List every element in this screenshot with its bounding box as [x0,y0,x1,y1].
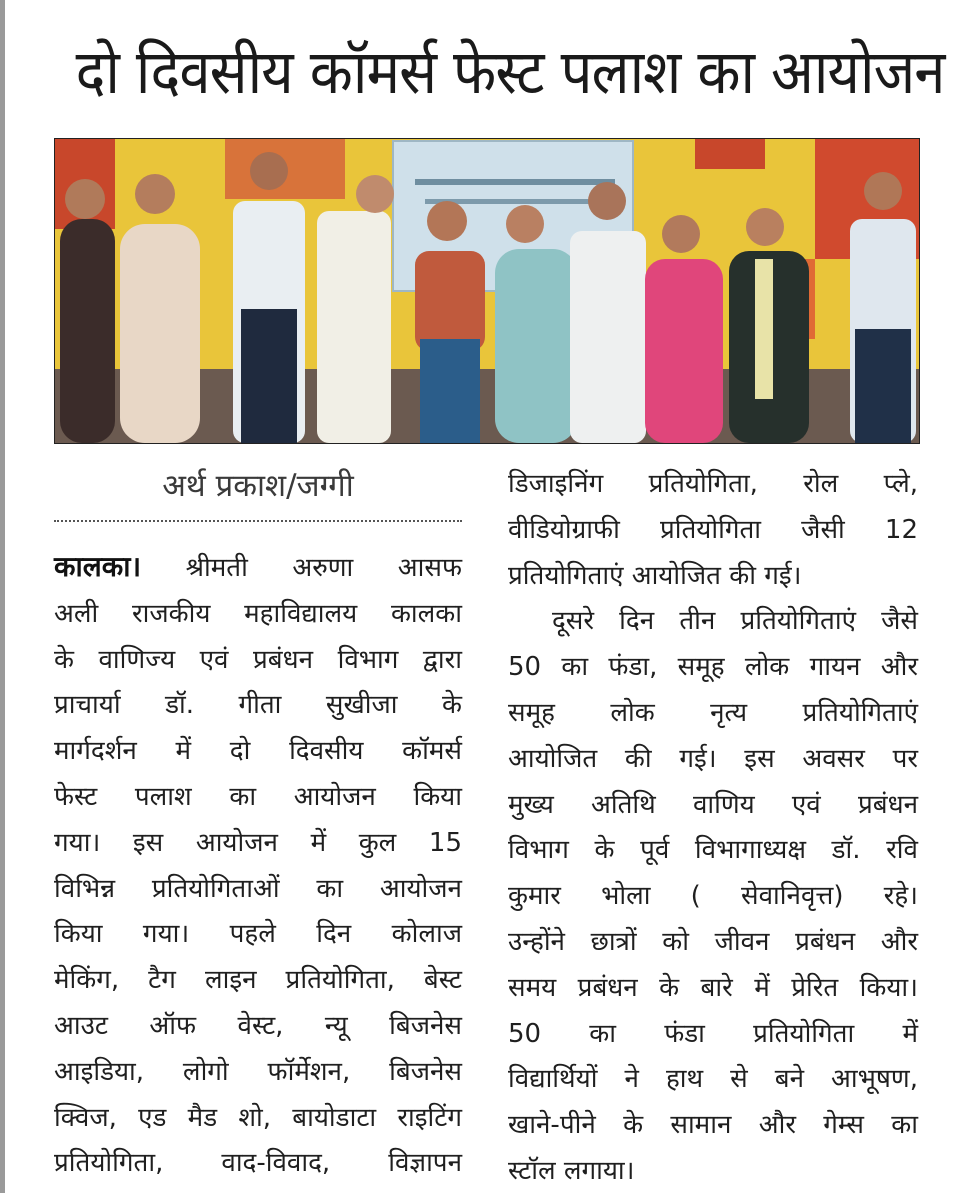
article-line: मेकिंग, टैग लाइन प्रतियोगिता, बेस्ट [54,965,462,996]
article-line: मुख्य अतिथि वाणिय एवं प्रबंधन [508,789,918,820]
article-line: फेस्ट पलाश का आयोजन किया [54,781,462,812]
article-line: विभाग के पूर्व विभागाध्यक्ष डॉ. रवि [508,835,918,866]
article-line: प्रतियोगिताएं आयोजित की गई। [508,560,802,591]
article-line: के वाणिज्य एवं प्रबंधन विभाग द्वारा [54,644,462,675]
article-line: खाने-पीने के सामान और गेम्स का [508,1110,918,1141]
dateline: कालका। [54,550,142,583]
article-line: अली राजकीय महाविद्यालय कालका [54,598,462,629]
article-line: आइडिया, लोगो फॉर्मेशन, बिजनेस [54,1056,462,1087]
article-line: विद्यार्थियों ने हाथ से बने आभूषण, [508,1064,918,1095]
article-line: वीडियोग्राफी प्रतियोगिता जैसी 12 [508,514,918,545]
page-edge-rule [0,0,5,1193]
article-headline: दो दिवसीय कॉमर्स फेस्ट पलाश का आयोजन [75,37,945,108]
article-line: समूह लोक नृत्य प्रतियोगिताएं [508,697,918,728]
article-line: कालका। श्रीमती अरुणा आसफ [54,550,462,583]
article-line: आउट ऑफ वेस्ट, न्यू बिजनेस [54,1010,462,1041]
article-line: 50 का फंडा, समूह लोक गायन और [508,652,918,683]
article-line: मार्गदर्शन में दो दिवसीय कॉमर्स [54,736,462,767]
article-line: समय प्रबंधन के बारे में प्रेरित किया। [508,972,918,1003]
byline-divider [54,520,462,522]
article-line: प्रतियोगिता, वाद-विवाद, विज्ञापन [54,1148,462,1179]
article-line: गया। इस आयोजन में कुल 15 [54,827,462,858]
article-line: क्विज, एड मैड शो, बायोडाटा राइटिंग [54,1102,462,1133]
article-line: डिजाइनिंग प्रतियोगिता, रोल प्ले, [508,469,918,499]
article-column-1 [54,544,462,1187]
article-line: प्राचार्या डॉ. गीता सुखीजा के [54,690,462,721]
article-line: आयोजित की गई। इस अवसर पर [508,743,918,774]
article-line: दूसरे दिन तीन प्रतियोगिताएं जैसे [552,606,918,637]
event-photo [54,138,920,444]
article-line: विभिन्न प्रतियोगिताओं का आयोजन [54,873,462,904]
byline: अर्थ प्रकाश/जग्गी [162,468,354,504]
article-line: किया गया। पहले दिन कोलाज [54,919,462,950]
article-line: कुमार भोला ( सेवानिवृत्त) रहे। [508,881,918,912]
article-column-2 [508,462,918,1195]
article-line: स्टॉल लगाया। [508,1155,635,1186]
article-line: उन्होंने छात्रों को जीवन प्रबंधन और [508,926,918,957]
article-line: 50 का फंडा प्रतियोगिता में [508,1018,918,1049]
